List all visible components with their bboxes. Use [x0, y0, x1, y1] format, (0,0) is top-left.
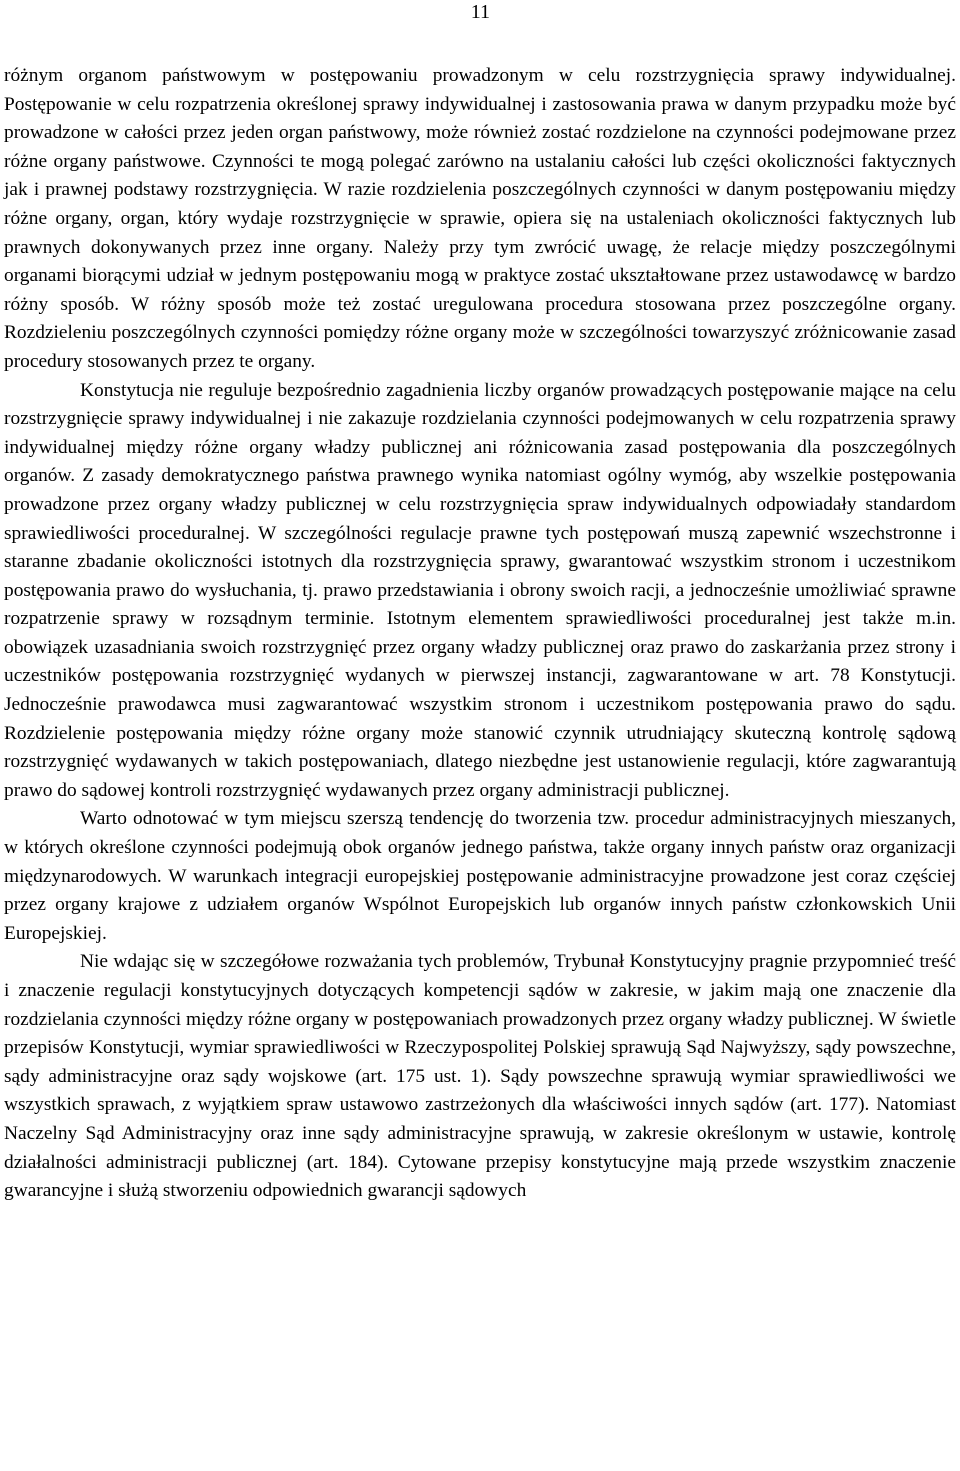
paragraph-1: różnym organom państwowym w postępowaniu prowadzonym w celu rozstrzygnięcia sprawy indywidualnej. Postępowanie w celu rozpatrzenia określonej sprawy indywidualnej i zastosowania prawa w danym przypadku może być prowadzone w całości przez jeden organ państwowy, może również zostać rozdzielone na czynności podejmowane przez różne organy państwowe. Czynności te mogą polegać zarówno na ustalaniu całości lub części okoliczności faktycznych jak i prawnej podstawy rozstrzygnięcia. W razie rozdzielenia poszczególnych czynności w danym postępowaniu między różne organy, organ, który wydaje rozstrzygnięcie w sprawie, opiera się na ustaleniach okoliczności faktycznych lub prawnych dokonywanych przez inne organy. Należy przy tym zwrócić uwagę, że relacje między poszczególnymi organami biorącymi udział w jednym postępowaniu mogą w praktyce zostać ukształtowane przez ustawodawcę w bardzo różny sposób. W różny sposób może też zostać uregulowana procedura stosowana przez poszczególne organy. Rozdzieleniu poszczególnych czynności pomiędzy różne organy może w szczególności towarzyszyć zróżnicowanie zasad procedury stosowanych przez te organy. — [4, 65, 956, 372]
paragraph-3: Warto odnotować w tym miejscu szerszą tendencję do tworzenia tzw. procedur administracyjnych mieszanych, w których określone czynności podejmują obok organów jednego państwa, także organy innych państw oraz organizacji międzynarodowych. W warunkach integracji europejskiej postępowanie administracyjne prowadzone jest coraz częściej przez organy krajowe z udziałem organów Wspólnot Europejskich lub organów innych państw członkowskich Unii Europejskiej. — [4, 808, 956, 944]
paragraph-2: Konstytucja nie reguluje bezpośrednio zagadnienia liczby organów prowadzących postępowanie mające na celu rozstrzygnięcie sprawy indywidualnej i nie zakazuje rozdzielania czynności podejmowanych w celu rozpatrzenia sprawy indywidualnej między różne organy władzy publicznej ani różnicowania zasad postępowania dla poszczególnych organów. Z zasady demokratycznego państwa prawnego wynika natomiast ogólny wymóg, aby wszelkie postępowania prowadzone przez organy władzy publicznej w celu rozstrzygnięcia spraw indywidualnych odpowiadały standardom sprawiedliwości proceduralnej. W szczególności regulacje prawne tych postępowań muszą zapewnić wszechstronne i staranne zbadanie okoliczności istotnych dla rozstrzygnięcia sprawy, gwarantować wszystkim stronom i uczestnikom postępowania prawo do wysłuchania, tj. prawo przedstawiania i obrony swoich racji, a jednocześnie umożliwiać sprawne rozpatrzenie sprawy w rozsądnym terminie. Istotnym elementem sprawiedliwości proceduralnej jest także m.in. obowiązek uzasadniania swoich rozstrzygnięć przez organy władzy publicznej oraz prawo do zaskarżania przez strony i uczestników postępowania rozstrzygnięć wydanych w pierwszej instancji, zagwarantowane w art. 78 Konstytucji. Jednocześnie prawodawca musi zagwarantować wszystkim stronom i uczestnikom postępowania prawo do sądu. Rozdzielenie postępowania między różne organy może stanowić czynnik utrudniający skuteczną kontrolę sądową rozstrzygnięć wydawanych w takich postępowaniach, dlatego niezbędne jest ustanowienie regulacji, które zagwarantują prawo do sądowej kontroli rozstrzygnięć wydawanych przez organy administracji publicznej. — [4, 379, 956, 801]
paragraph-4: Nie wdając się w szczegółowe rozważania tych problemów, Trybunał Konstytucyjny pragnie przypomnieć treść i znaczenie regulacji konstytucyjnych dotyczących kompetencji sądów w zakresie, w jakim mają one znaczenie dla rozdzielania czynności między różne organy w postępowaniach prowadzonych przez organy władzy publicznej. W świetle przepisów Konstytucji, wymiar sprawiedliwości w Rzeczypospolitej Polskiej sprawują Sąd Najwyższy, sądy powszechne, sądy administracyjne oraz sądy wojskowe (art. 175 ust. 1). Sądy powszechne sprawują wymiar sprawiedliwości we wszystkich sprawach, z wyjątkiem spraw ustawowo zastrzeżonych dla właściwości innych sądów (art. 177). Natomiast Naczelny Sąd Administracyjny oraz inne sądy administracyjne sprawują, w zakresie określonym w ustawie, kontrolę działalności administracji publicznej (art. 184). Cytowane przepisy konstytucyjne mają przede wszystkim znaczenie gwarancyjne i służą stworzeniu odpowiednich gwarancji sądowych — [4, 951, 956, 1202]
page-number: 11 — [470, 1, 490, 23]
document-body — [4, 62, 956, 1206]
